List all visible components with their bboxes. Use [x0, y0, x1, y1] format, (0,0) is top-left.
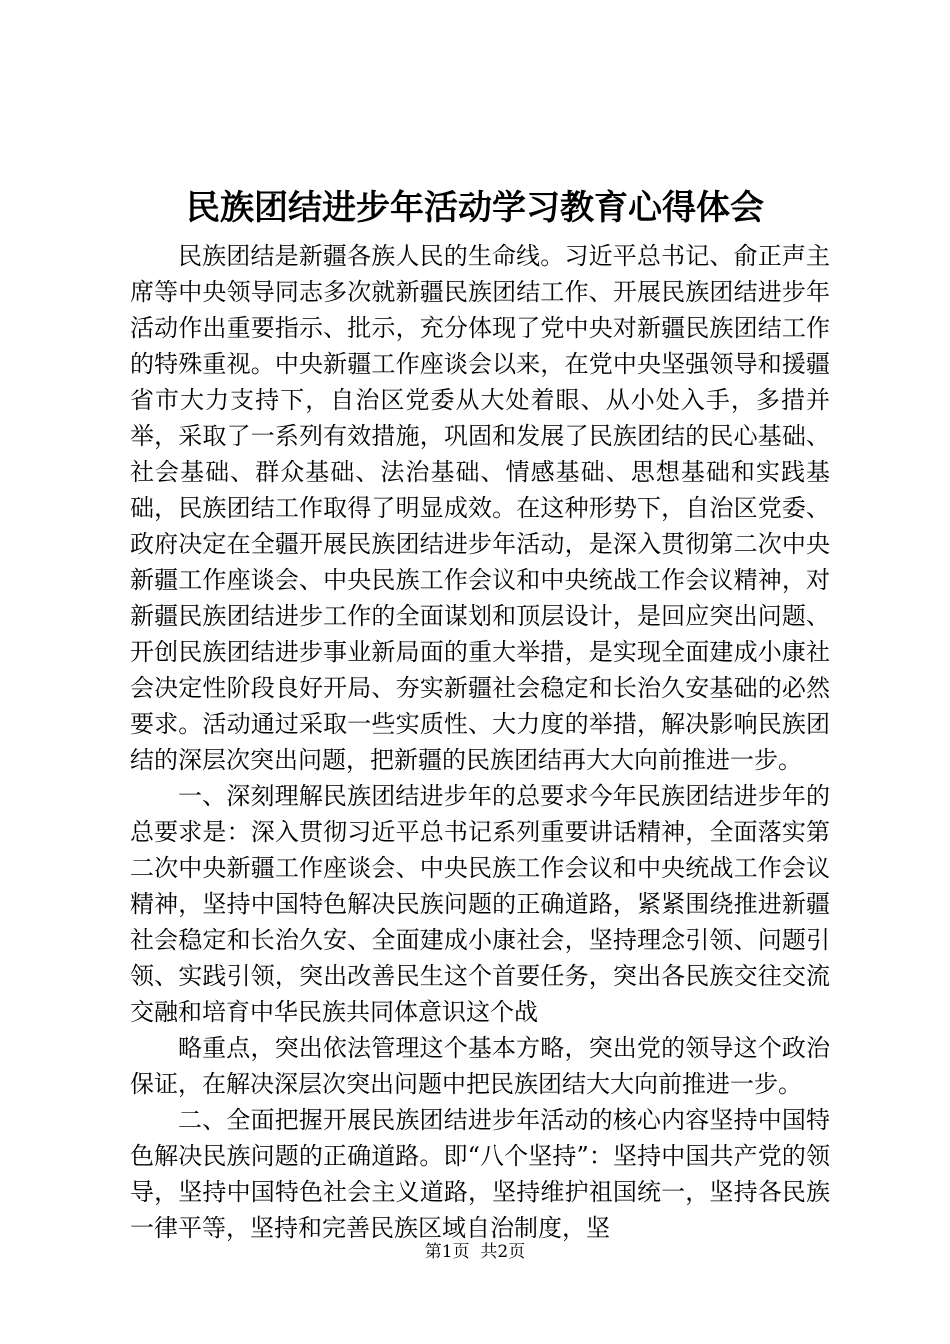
document-title: 民族团结进步年活动学习教育心得体会: [186, 188, 764, 228]
paragraph-section-one-continued: 略重点，突出依法管理这个基本方略，突出党的领导这个政治保证，在解决深层次突出问题中把民族团结大大向前推进一步。: [130, 1034, 830, 1098]
document-body: [130, 238, 830, 1246]
paragraph-intro: 民族团结是新疆各族人民的生命线。习近平总书记、俞正声主席等中央领导同志多次就新疆民族团结工作、开展民族团结进步年活动作出重要指示、批示，充分体现了党中央对新疆民族团结工作的特殊重视。中央新疆工作座谈会以来，在党中央坚强领导和援疆省市大力支持下，自治区党委从大处着眼、从小处入手，多措并举，采取了一系列有效措施，巩固和发展了民族团结的民心基础、社会基础、群众基础、法治基础、情感基础、思想基础和实践基础，民族团结工作取得了明显成效。在这种形势下，自治区党委、政府决定在全疆开展民族团结进步年活动，是深入贯彻第二次中央新疆工作座谈会、中央民族工作会议和中央统战工作会议精神，对新疆民族团结进步工作的全面谋划和顶层设计，是回应突出问题、开创民族团结进步事业新局面的重大举措，是实现全面建成小康社会决定性阶段良好开局、夯实新疆社会稳定和长治久安基础的必然要求。活动通过采取一些实质性、大力度的举措，解决影响民族团结的深层次突出问题，把新疆的民族团结再大大向前推进一步。: [130, 242, 830, 774]
paragraph-section-one: 一、深刻理解民族团结进步年的总要求今年民族团结进步年的总要求是：深入贯彻习近平总书记系列重要讲话精神，全面落实第二次中央新疆工作座谈会、中央民族工作会议和中央统战工作会议精神，坚持中国特色解决民族问题的正确道路，紧紧围绕推进新疆社会稳定和长治久安、全面建成小康社会，坚持理念引领、问题引领、实践引领，突出改善民生这个首要任务，突出各民族交往交流交融和培育中华民族共同体意识这个战: [130, 782, 830, 1026]
paragraph-section-two: 二、全面把握开展民族团结进步年活动的核心内容坚持中国特色解决民族问题的正确道路。即“八个坚持”：坚持中国共产党的领导，坚持中国特色社会主义道路，坚持维护祖国统一，坚持各民族一律平等，坚持和完善民族区域自治制度，坚: [130, 1106, 830, 1242]
page-number-footer: 第1页 共2页: [424, 1242, 526, 1262]
